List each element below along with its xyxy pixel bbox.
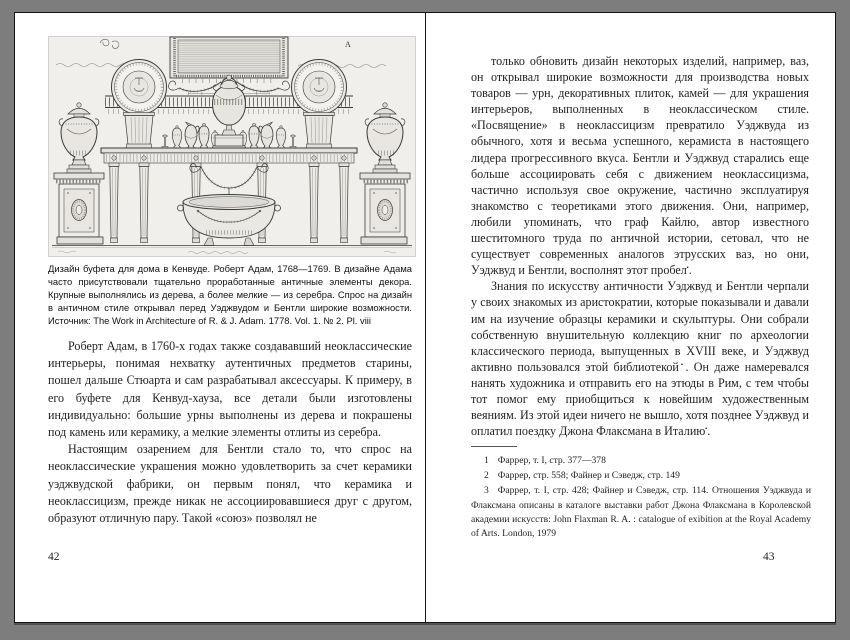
right-body-text [471,53,809,439]
footnote-text: Фаррер, т. I, стр. 428; Файнер и Сэведж, стр. 114. Отношения Уэджвуда и Флаксмана описаны в каталоге выставки работ Джона Флаксмана в Королевской академии искусств: John Flaxman R. A. : catalogue of exibition at the Royal Academy of Arts. London, 1979 [471,485,811,540]
footnote-text: Фаррер, т. I, стр. 377—378 [497,455,606,466]
page-number-right: 43 [763,551,775,563]
book-spread [14,12,836,623]
page-left [15,13,425,622]
paragraph: только обновить дизайн некоторых изделий, например, ваз, он открывал широкие возможности для производства новых товаров — урн, декоративных плиток, камей — для украшения интерьеров, выполненных в неоклассическом стиле. «Посвящение» в неоклассицизм превратило Уэджвуда из обычного, хотя и весьма успешного, керамиста в настоящего лидера прогрессивного вкуса. Бентли и Уэджвуд старались еще больше ассоциировать себя с движением неоклассицизма, частично используя свое окружение, частично эксплуатируя знакомство с теоретиками этого движения. Они, например, любили упоминать, что граф Кайлю, автор известного шеститомного труда по античной истории, сетовал, что не существует современных аналогов этрусских ваз, но они, Уэджвуд и Бентли, восполнят этот пробел▪. [471,54,809,278]
footnote-number: 2 [484,470,489,482]
paragraph: Знания по искусству античности Уэджвуд и Бентли черпали у своих знакомых из аристократии, которые показывали и давали им на изучение образцы керамики и скульптуры. Они собрали собственную внушительную коллекцию книг по археологии классического периода, выпущенных в XVIII веке, и Уэджвуд активно пользовался этой библиотекой▪. Он даже намеревался нанять художника и отправить его на этюды в Рим, с тем чтобы тот помог ему приобщиться к новейшим художественным веяниям. Из этой идеи ничего не вышло, хотя позднее Уэджвуд и оплатил поездку Джона Флаксмана в Италию▪. [471,279,810,439]
mirror-frame [170,37,288,78]
footnote-rule [471,446,517,447]
footnote-number: 3 [484,485,489,497]
footnote-item [471,469,811,483]
paragraph: Роберт Адам, в 1760-х годах также создававший неоклассические интерьеры, понимая нехватку аутентичных предметов старины, пошел дальше Стюарта и сам разрабатывал аксессуары. К примеру, в его буфете для Кенвуд-хауза, все детали были изготовлены индивидуально: большие урны выполнены из дерева и покрашены под камень или керамику, а мелкие элементы отлиты из серебра. [48,339,412,440]
footnote-item [471,454,811,468]
page-number-left: 42 [48,551,60,563]
figure-caption: Дизайн буфета для дома в Кенвуде. Роберт Адам, 1768—1769. В дизайне Адама часто присутствовали тщательно проработанные античные элементы декора. Крупные выполнялись из дерева, а более мелкие — из серебра. Спрос на дизайн в античном стиле открывал перед Уэджвудом и Бентли широкие возможности. Источник: The Work in Architecture of R. & J. Adam. 1778. Vol. 1. № 2. Pl. viii [48,263,412,326]
paragraph: Настоящим озарением для Бентли стало то, что спрос на неоклассические украшения можно удовлетворить за счет керамики уэджвудской фабрики, он первым понял, что керамика и неоклассицизм, прежде никак не ассоциировавшиеся друг с другом, образуют отличную пару. Такой «союз» позволял не [48,442,412,526]
footnote-text: Фаррер, стр. 558; Файнер и Сэведж, стр. 149 [497,470,680,482]
page-right [426,13,836,622]
footnote-item [471,484,811,541]
page-gutter-divider [425,13,426,622]
engraving-illustration [48,36,416,257]
footnote-number: 1 [484,455,489,466]
plate-letter: A [345,40,351,49]
engraving-figure [48,36,416,257]
left-body-text [48,338,412,527]
footnotes [471,454,811,542]
